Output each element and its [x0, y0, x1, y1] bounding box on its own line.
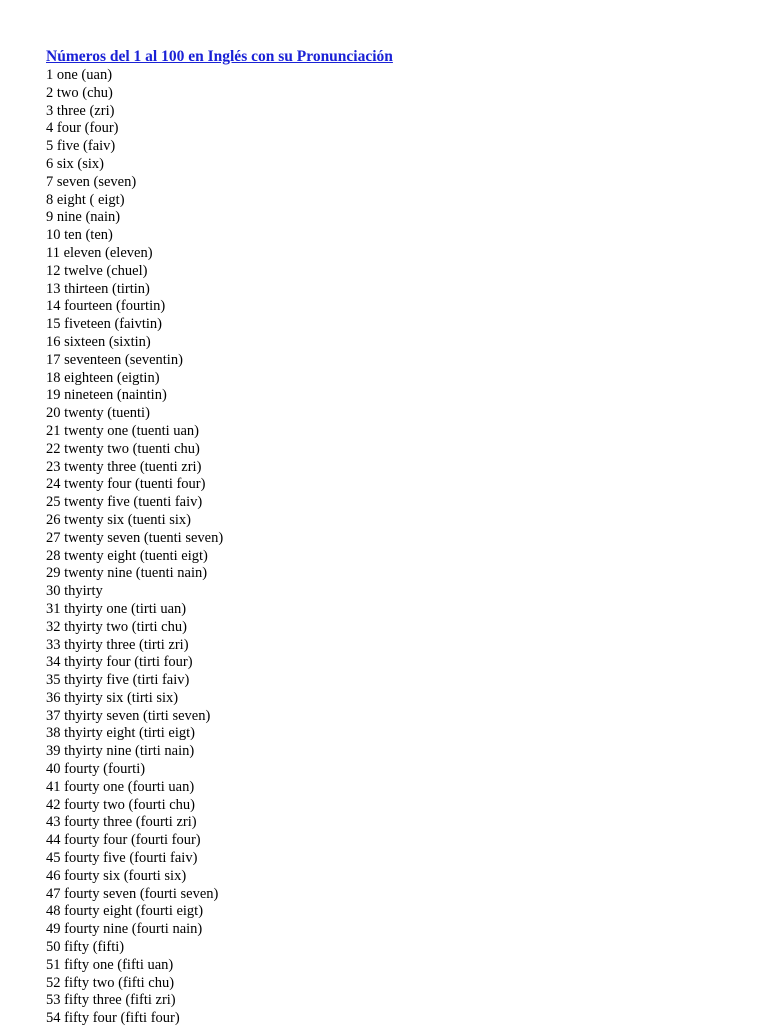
list-item: 34 thyirty four (tirti four) [46, 654, 193, 671]
list-item: 26 twenty six (tuenti six) [46, 511, 191, 528]
list-item: 37 thyirty seven (tirti seven) [46, 707, 211, 724]
list-item: 10 ten (ten) [46, 227, 113, 244]
list-item: 19 nineteen (naintin) [46, 387, 167, 404]
list-item: 40 fourty (fourti) [46, 761, 146, 778]
list-item: 23 twenty three (tuenti zri) [46, 458, 202, 475]
list-item: 17 seventeen (seventin) [46, 351, 183, 368]
list-item: 7 seven (seven) [46, 173, 137, 190]
list-item: 35 thyirty five (tirti faiv) [46, 672, 190, 689]
list-item: 24 twenty four (tuenti four) [46, 476, 206, 493]
list-item: 32 thyirty two (tirti chu) [46, 618, 187, 635]
list-item: 47 fourty seven (fourti seven) [46, 885, 219, 902]
list-item: 33 thyirty three (tirti zri) [46, 636, 189, 653]
list-item: 15 fiveteen (faivtin) [46, 316, 162, 333]
list-item: 9 nine (nain) [46, 209, 121, 226]
list-item: 54 fifty four (fifti four) [46, 1010, 180, 1027]
list-item: 27 twenty seven (tuenti seven) [46, 529, 224, 546]
list-item: 14 fourteen (fourtin) [46, 298, 166, 315]
list-item: 6 six (six) [46, 155, 104, 172]
list-item: 12 twelve (chuel) [46, 262, 148, 279]
list-item: 50 fifty (fifti) [46, 939, 125, 956]
list-item: 16 sixteen (sixtin) [46, 333, 151, 350]
list-item: 5 five (faiv) [46, 138, 116, 155]
list-item: 39 thyirty nine (tirti nain) [46, 743, 195, 760]
list-item: 13 thirteen (tirtin) [46, 280, 150, 297]
list-item: 22 twenty two (tuenti chu) [46, 440, 200, 457]
list-item: 42 fourty two (fourti chu) [46, 796, 195, 813]
list-item: 44 fourty four (fourti four) [46, 832, 201, 849]
list-item: 1 one (uan) [46, 67, 113, 83]
list-item: 18 eighteen (eigtin) [46, 369, 160, 386]
list-item: 48 fourty eight (fourti eigt) [46, 903, 204, 920]
list-item: 25 twenty five (tuenti faiv) [46, 494, 203, 511]
list-item: 4 four (four) [46, 120, 119, 137]
list-item: 41 fourty one (fourti uan) [46, 778, 195, 795]
list-item: 11 eleven (eleven) [46, 244, 153, 261]
list-item: 20 twenty (tuenti) [46, 405, 150, 422]
document-page [46, 47, 746, 1028]
list-item: 30 thyirty [46, 583, 103, 600]
list-item: 28 twenty eight (tuenti eigt) [46, 547, 208, 564]
list-item: 53 fifty three (fifti zri) [46, 992, 176, 1009]
list-item: 46 fourty six (fourti six) [46, 867, 187, 884]
list-item: 31 thyirty one (tirti uan) [46, 600, 187, 617]
list-item: 21 twenty one (tuenti uan) [46, 422, 200, 439]
list-item: 43 fourty three (fourti zri) [46, 814, 197, 831]
list-item: 51 fifty one (fifti uan) [46, 956, 174, 973]
list-item: 29 twenty nine (tuenti nain) [46, 565, 208, 582]
list-item: 36 thyirty six (tirti six) [46, 689, 179, 706]
list-item: 45 fourty five (fourti faiv) [46, 850, 198, 867]
list-item: 52 fifty two (fifti chu) [46, 974, 175, 991]
document-title[interactable]: Números del 1 al 100 en Inglés con su Pronunciación [46, 48, 393, 65]
list-item: 8 eight ( eigt) [46, 191, 125, 208]
list-item: 3 three (zri) [46, 102, 115, 119]
list-item: 49 fourty nine (fourti nain) [46, 921, 203, 938]
list-item: 2 two (chu) [46, 84, 113, 101]
number-list [46, 67, 746, 1028]
list-item: 38 thyirty eight (tirti eigt) [46, 725, 196, 742]
